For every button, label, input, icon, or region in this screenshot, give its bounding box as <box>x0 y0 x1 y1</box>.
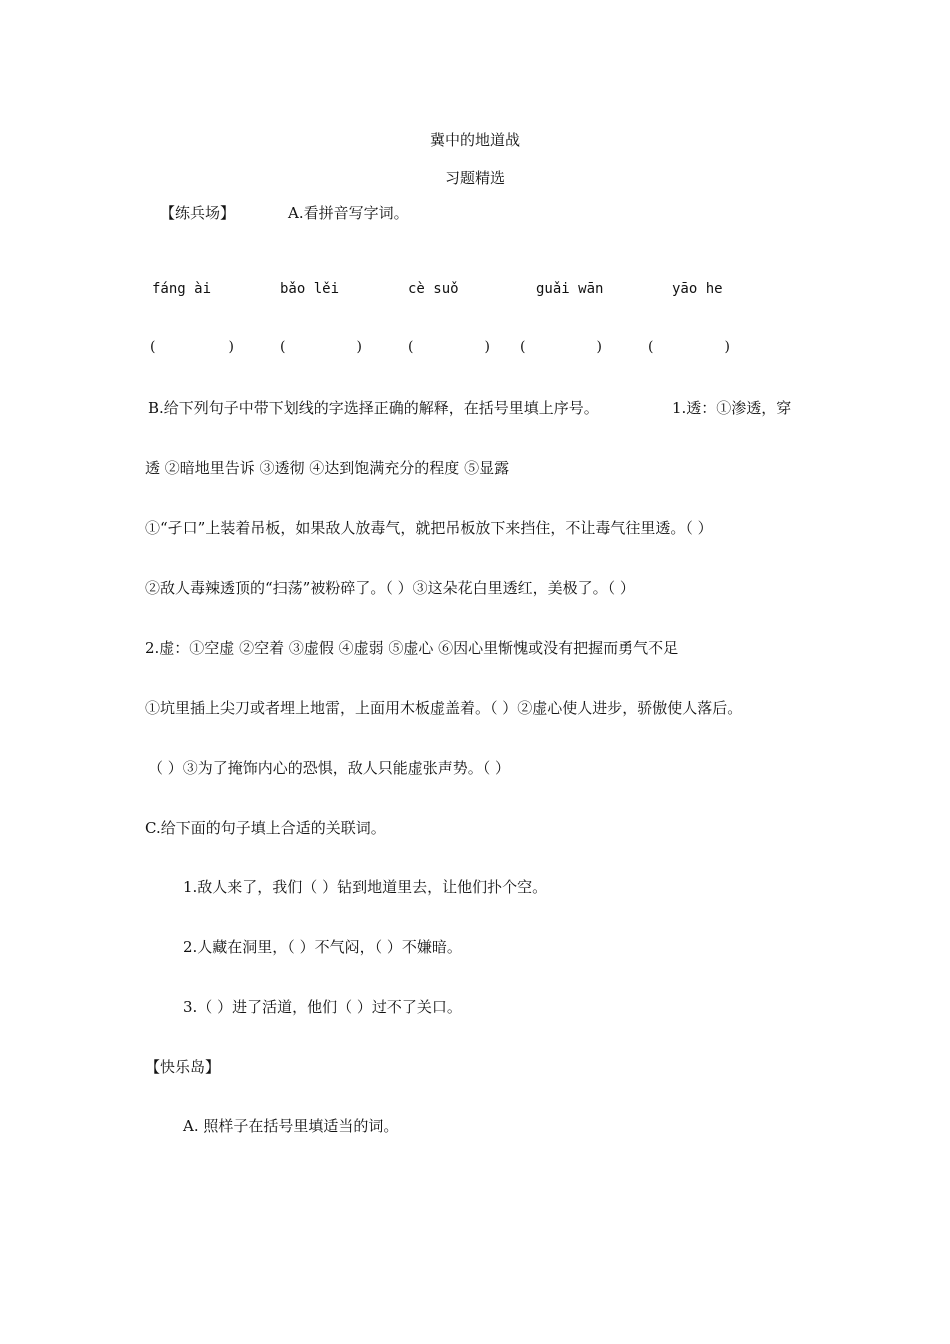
part-c-intro: C.给下面的句子填上合适的关联词。 <box>145 819 386 837</box>
part-a-heading: A.看拼音写字词。 <box>288 204 409 222</box>
page-subtitle: 习题精选 <box>444 169 505 187</box>
part-c-item: 3.（ ）进了活道，他们（ ）过不了关口。 <box>183 998 462 1016</box>
question-1-heading: 1.透：①渗透，穿 <box>672 399 792 417</box>
pinyin-item: fáng ài <box>152 281 212 297</box>
pinyin-item: bǎo lěi <box>280 281 340 297</box>
question-1-sentence: ①“孑口”上装着吊板，如果敌人放毒气，就把吊板放下来挡住，不让毒气往里透。（ ） <box>145 519 713 537</box>
part-c-item: 1.敌人来了，我们（ ）钻到地道里去，让他们扑个空。 <box>183 878 548 896</box>
pinyin-item: cè suǒ <box>408 281 459 297</box>
question-1-definitions: 透 ②暗地里告诉 ③透彻 ④达到饱满充分的程度 ⑤显露 <box>145 459 510 477</box>
part-b-intro: B.给下列句子中带下划线的字选择正确的解释，在括号里填上序号。 <box>148 399 599 417</box>
question-2-sentence: （ ）③为了掩饰内心的恐惧，敌人只能虚张声势。（ ） <box>148 759 511 777</box>
section-label-kuailedao: 【快乐岛】 <box>145 1058 221 1076</box>
part-c-item: 2.人藏在洞里，（ ）不气闷，（ ）不嫌暗。 <box>183 938 462 956</box>
question-2-sentence: ①坑里插上尖刀或者埋上地雷，上面用木板虚盖着。（ ）②虚心使人进步，骄傲使人落后。 <box>145 699 743 717</box>
section-label-lianbingchang: 【练兵场】 <box>160 204 236 222</box>
part-a-heading-2: A. 照样子在括号里填适当的词。 <box>183 1117 399 1135</box>
pinyin-item: yāo he <box>672 281 723 297</box>
question-2-definitions: 2.虚：①空虚 ②空着 ③虚假 ④虚弱 ⑤虚心 ⑥因心里惭愧或没有把握而勇气不足 <box>145 639 679 657</box>
pinyin-item: guǎi wān <box>536 281 604 297</box>
page-title: 冀中的地道战 <box>429 131 520 149</box>
question-1-sentence: ②敌人毒辣透顶的“扫荡”被粉碎了。（ ）③这朵花白里透红，美极了。（ ） <box>145 579 635 597</box>
